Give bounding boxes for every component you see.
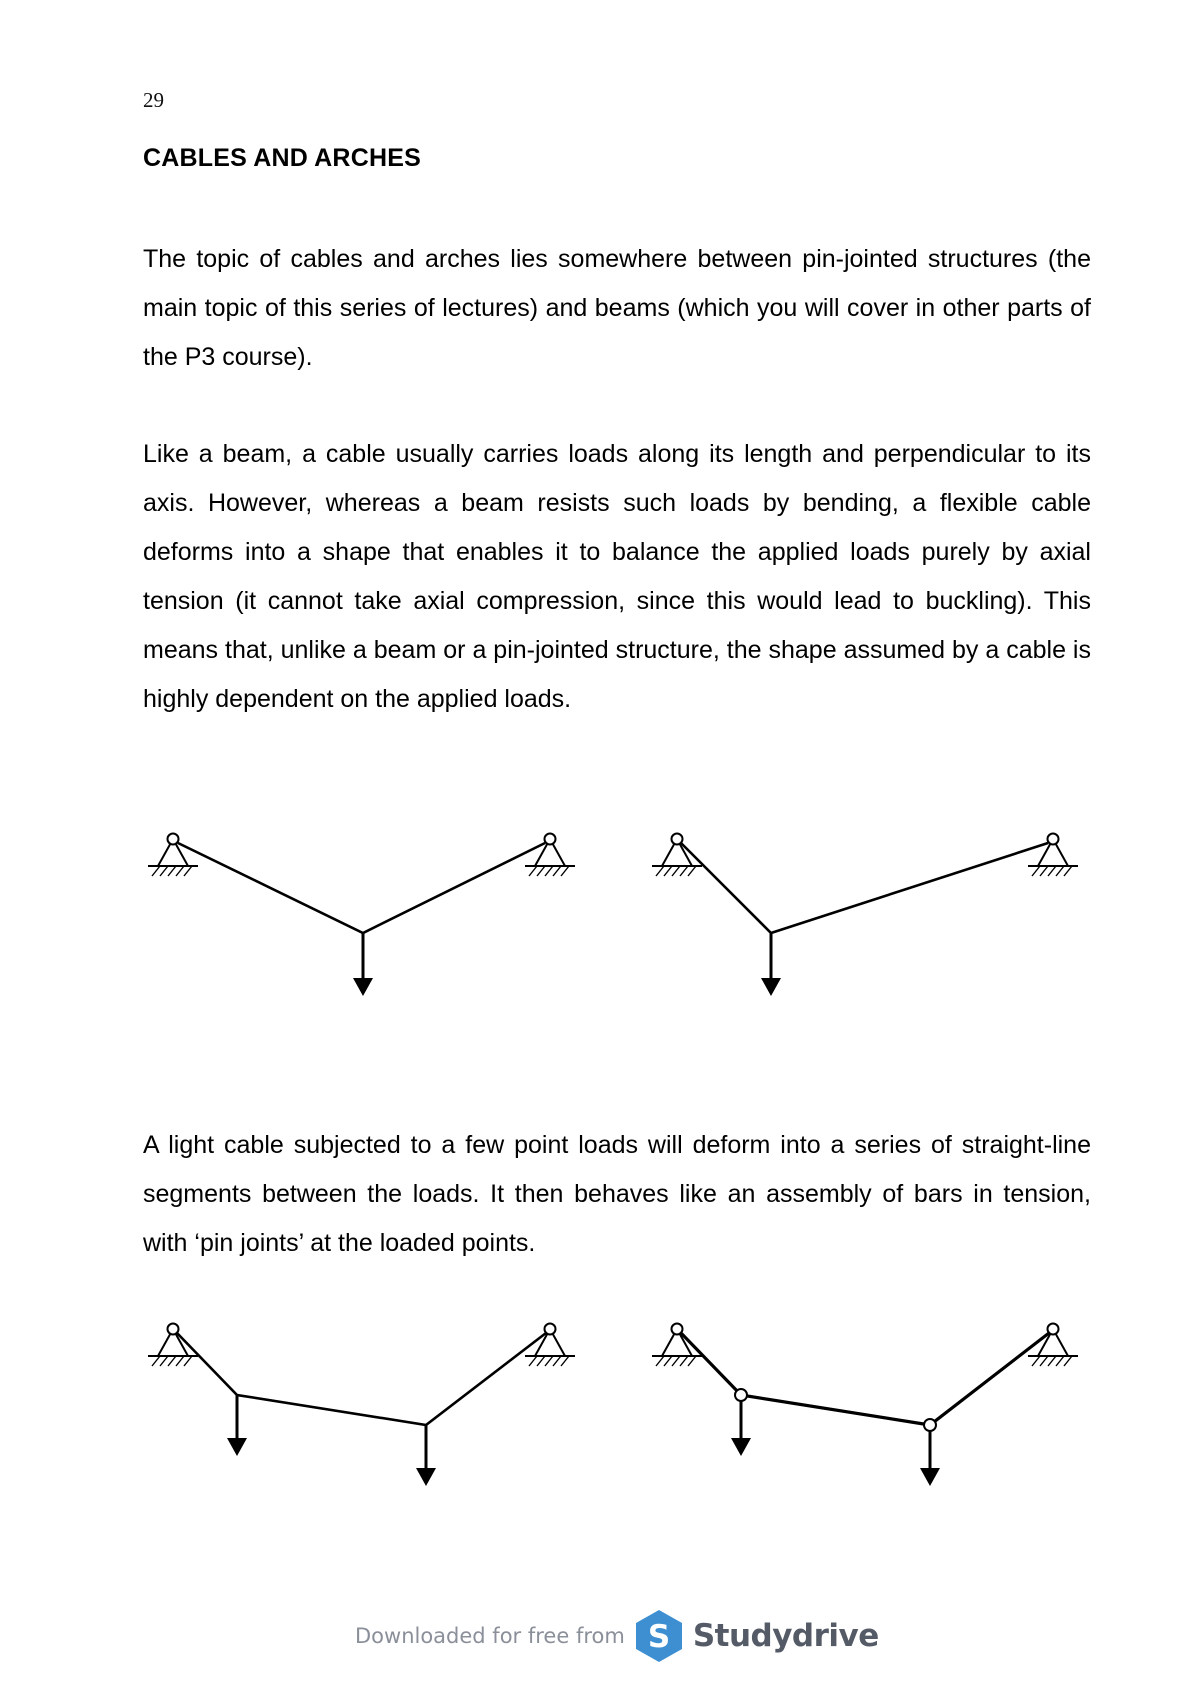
load-arrow — [761, 933, 781, 996]
cable-line — [681, 843, 1048, 933]
cable-diagram-symmetric — [148, 834, 575, 997]
page-number: 29 — [143, 88, 164, 112]
cable-line — [178, 843, 545, 933]
pin-jointed-bar-diagram — [652, 1324, 1078, 1487]
cable-line — [177, 1333, 546, 1425]
download-footer — [355, 1608, 879, 1664]
pin-support-left — [148, 1324, 198, 1367]
footer-text: Downloaded for free from — [355, 1624, 625, 1648]
load-arrow — [353, 933, 373, 996]
cable-diagram-asymmetric — [652, 834, 1078, 997]
studydrive-brand[interactable]: Studydrive — [692, 1618, 879, 1654]
two-load-cable-diagrams — [0, 1310, 1200, 1500]
pin-joint — [735, 1389, 747, 1401]
bar-line — [681, 1333, 1049, 1425]
pin-support-right — [525, 834, 575, 877]
single-load-cable-diagrams — [0, 820, 1200, 1000]
load-arrow — [416, 1425, 436, 1486]
logo-letter: S — [647, 1619, 670, 1655]
page-title: CABLES AND ARCHES — [143, 144, 421, 172]
paragraph-point-loads: A light cable subjected to a few point loads will deform into a series of straight-line segments between the loads. It then behaves like an assembly of bars in tension, with ‘pin joints’ at the loaded points. — [143, 1131, 1091, 1257]
cable-diagram-two-loads — [148, 1324, 575, 1487]
studydrive-logo-icon — [633, 1608, 685, 1664]
load-arrow — [731, 1395, 751, 1456]
pin-support-left — [148, 834, 198, 877]
paragraph-intro: The topic of cables and arches lies somewhere between pin-jointed structures (the main topic of this series of lectures) and beams (which you will cover in other parts of the P3 course). — [143, 245, 1091, 371]
paragraph-cable-vs-beam: Like a beam, a cable usually carries loads along its length and perpendicular to its axis. However, whereas a beam resists such loads by bending, a flexible cable deforms into a shape that enables it to balance the applied loads purely by axial tension (it cannot take axial compression, since this would lead to buckling). This means that, unlike a beam or a pin-jointed structure, the shape assumed by a cable is highly dependent on the applied loads. — [143, 440, 1091, 713]
pin-support-right — [1028, 834, 1078, 877]
pin-joint — [924, 1419, 936, 1431]
load-arrow — [227, 1395, 247, 1456]
load-arrow — [920, 1425, 940, 1486]
